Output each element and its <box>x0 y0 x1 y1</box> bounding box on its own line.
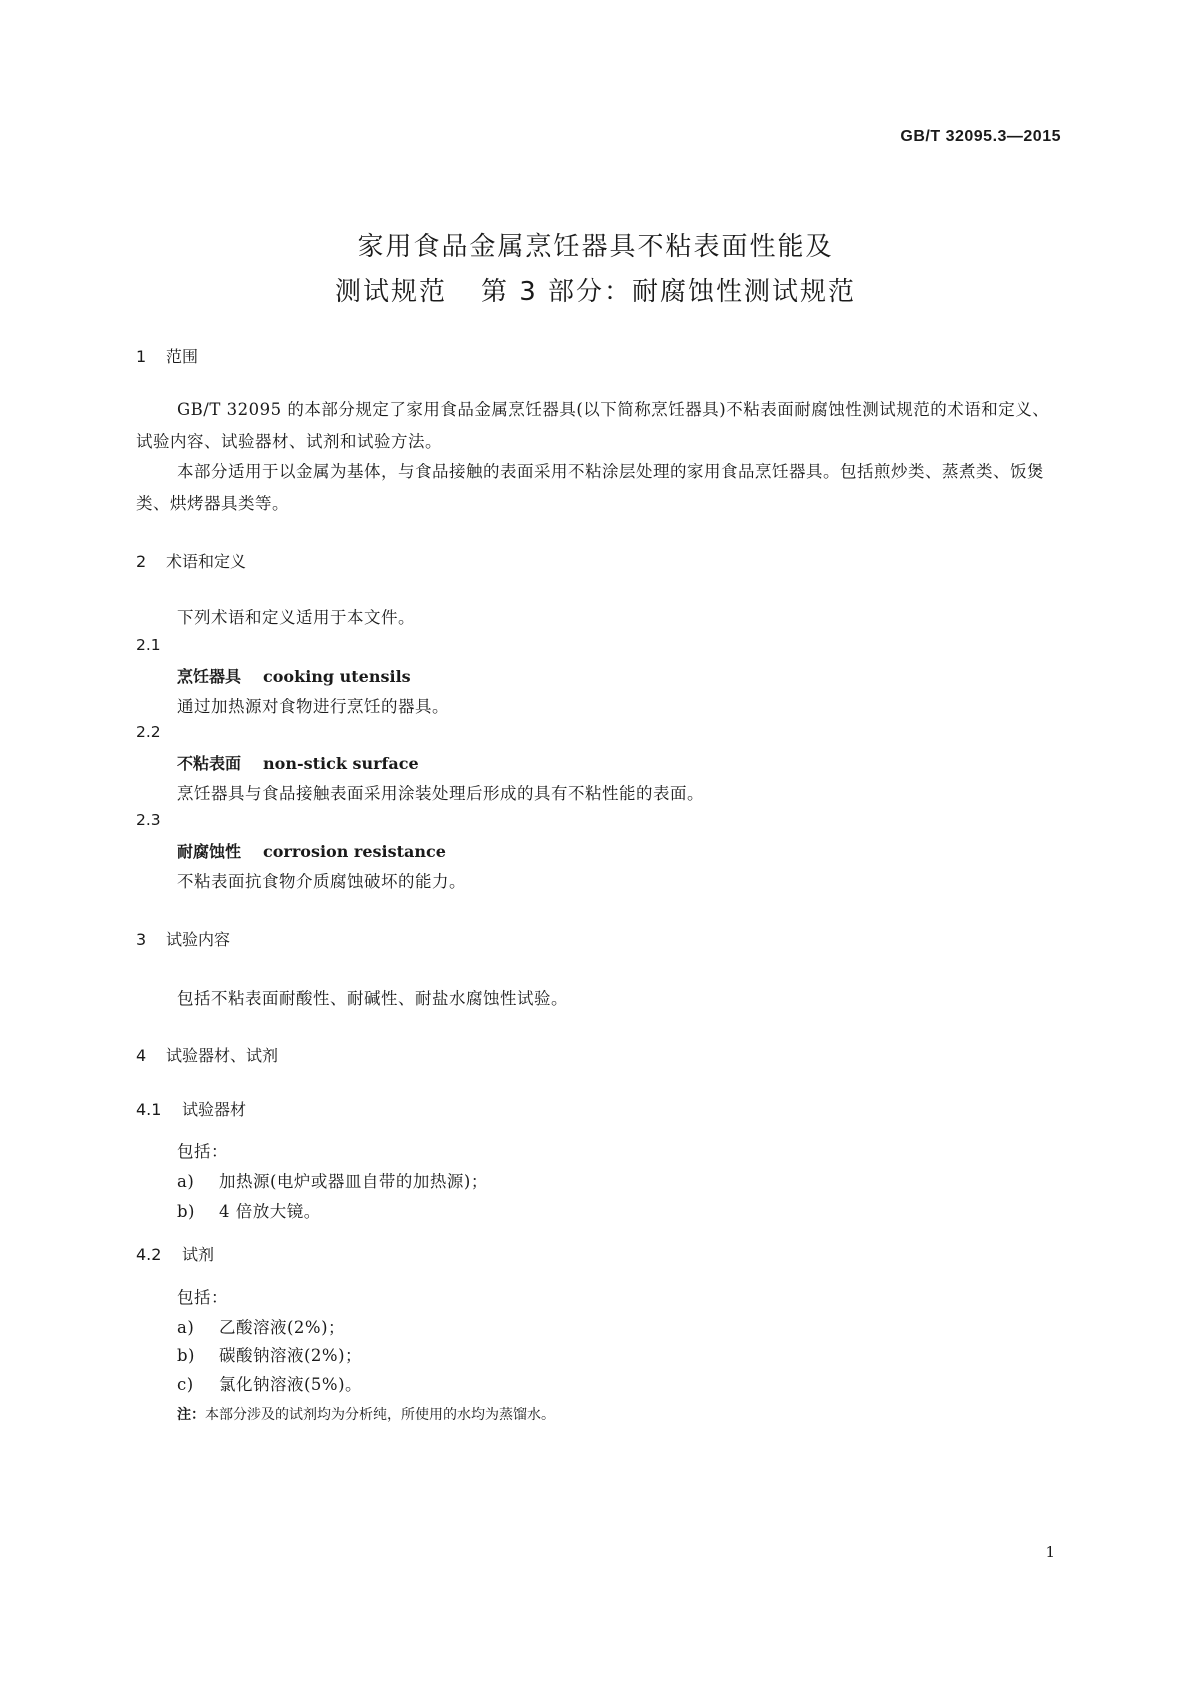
list-marker: c) <box>177 1375 194 1394</box>
subsection-4-2-heading <box>136 1242 214 1265</box>
document-code: GB/T 32095.3—2015 <box>900 128 1061 145</box>
document-title <box>0 225 1191 315</box>
section-2-intro: 下列术语和定义适用于本文件。 <box>177 608 415 627</box>
term-2-1-title <box>177 664 411 687</box>
section-4-heading <box>136 1043 278 1066</box>
subsection-number: 4.2 <box>136 1245 162 1264</box>
list-text: 碳酸钠溶液(2%)； <box>219 1346 363 1365</box>
title-line-2-part-a: 测试规范 <box>334 277 447 307</box>
list-text: 4 倍放大镜。 <box>219 1202 321 1221</box>
list-item <box>177 1314 345 1338</box>
note <box>177 1404 555 1424</box>
subsection-number: 4.1 <box>136 1100 162 1119</box>
section-2-heading <box>136 549 246 572</box>
term-2-1-number: 2.1 <box>136 636 161 654</box>
list-item <box>177 1168 488 1192</box>
subsection-4-2-intro: 包括： <box>177 1288 228 1307</box>
list-marker: b) <box>177 1346 195 1365</box>
subsection-4-1-heading <box>136 1097 246 1120</box>
section-3-heading <box>136 927 230 950</box>
term-2-2-definition: 烹饪器具与食品接触表面采用涂装处理后形成的具有不粘性能的表面。 <box>177 784 704 803</box>
list-item <box>177 1342 362 1366</box>
subsection-4-1-intro: 包括： <box>177 1142 228 1161</box>
term-en: corrosion resistance <box>263 842 446 861</box>
term-2-1-definition: 通过加热源对食物进行烹饪的器具。 <box>177 697 449 716</box>
term-2-3-title <box>177 839 446 862</box>
section-number: 1 <box>136 347 147 366</box>
term-2-3-definition: 不粘表面抗食物介质腐蚀破坏的能力。 <box>177 872 466 891</box>
list-text: 氯化钠溶液(5%)。 <box>219 1375 363 1394</box>
term-2-2-title <box>177 751 419 774</box>
section-number: 3 <box>136 930 147 949</box>
term-zh: 不粘表面 <box>177 754 242 773</box>
list-marker: a) <box>177 1318 195 1337</box>
section-number: 2 <box>136 552 147 571</box>
term-zh: 耐腐蚀性 <box>177 842 242 861</box>
title-line-2 <box>0 270 1191 315</box>
term-2-2-number: 2.2 <box>136 723 161 741</box>
section-1-paragraph-1: GB/T 32095 的本部分规定了家用食品金属烹饪器具(以下简称烹饪器具)不粘表面耐腐蚀性测试规范的术语和定义、试验内容、试验器材、试剂和试验方法。 <box>136 400 1050 451</box>
section-1-paragraph-2: 本部分适用于以金属为基体，与食品接触的表面采用不粘涂层处理的家用食品烹饪器具。包括煎炒类、蒸煮类、饭煲类、烘烤器具类等。 <box>136 462 1044 513</box>
subsection-title: 试剂 <box>182 1245 215 1264</box>
note-label: 注： <box>177 1407 205 1423</box>
term-zh: 烹饪器具 <box>177 667 242 686</box>
list-item <box>177 1371 362 1395</box>
page-number: 1 <box>1045 1543 1055 1561</box>
list-marker: a) <box>177 1172 195 1191</box>
section-1-heading <box>136 344 198 367</box>
term-en: cooking utensils <box>263 667 411 686</box>
section-title: 试验内容 <box>166 930 231 949</box>
title-line-1: 家用食品金属烹饪器具不粘表面性能及 <box>357 232 834 262</box>
section-3-paragraph: 包括不粘表面耐酸性、耐碱性、耐盐水腐蚀性试验。 <box>177 989 568 1008</box>
note-text: 本部分涉及的试剂均为分析纯，所使用的水均为蒸馏水。 <box>205 1407 555 1423</box>
section-title: 试验器材、试剂 <box>166 1046 279 1065</box>
subsection-title: 试验器材 <box>182 1100 247 1119</box>
section-title: 术语和定义 <box>166 552 247 571</box>
title-line-2-part-b: 第 3 部分：耐腐蚀性测试规范 <box>480 277 857 307</box>
term-en: non-stick surface <box>263 754 419 773</box>
section-title: 范围 <box>166 347 199 366</box>
list-item <box>177 1198 321 1222</box>
list-text: 加热源(电炉或器皿自带的加热源)； <box>219 1172 488 1191</box>
section-number: 4 <box>136 1046 147 1065</box>
list-marker: b) <box>177 1202 195 1221</box>
term-2-3-number: 2.3 <box>136 811 161 829</box>
list-text: 乙酸溶液(2%)； <box>219 1318 346 1337</box>
